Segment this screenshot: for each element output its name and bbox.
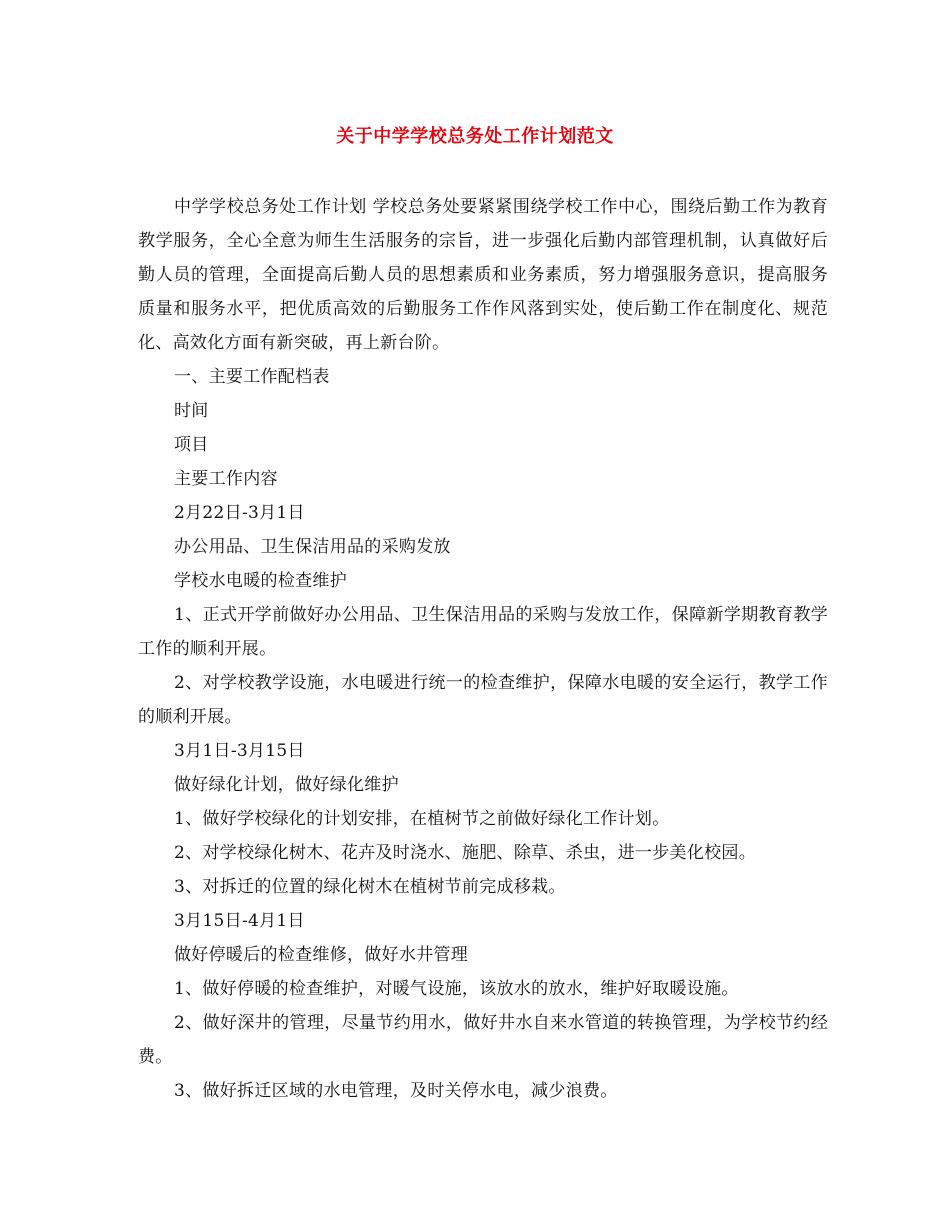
schedule-date: 3月1日-3月15日	[174, 741, 305, 761]
section-heading: 一、主要工作配档表	[174, 367, 330, 387]
schedule-item: 做好绿化计划，做好绿化维护	[174, 775, 399, 795]
document-body	[138, 190, 828, 1108]
document-title: 关于中学学校总务处工作计划范文	[336, 126, 614, 147]
intro-paragraph: 中学学校总务处工作计划 学校总务处要紧紧围绕学校工作中心，围绕后勤工作为教育教学服务，全心全意为师生生活服务的宗旨，进一步强化后勤内部管理机制，认真做好后勤人员的管理，全面提高后勤人员的思想素质和业务素质，努力增强服务意识，提高服务质量和服务水平，把优质高效的后勤服务工作作风落到实处，使后勤工作在制度化、规范化、高效化方面有新突破，再上新台阶。	[138, 197, 828, 353]
table-header-time: 时间	[174, 401, 209, 421]
schedule-task: 3、对拆迁的位置的绿化树木在植树节前完成移栽。	[174, 877, 566, 897]
table-header-content: 主要工作内容	[174, 469, 278, 489]
schedule-date: 3月15日-4月1日	[174, 911, 305, 931]
schedule-task: 2、对学校绿化树木、花卉及时浇水、施肥、除草、杀虫，进一步美化校园。	[174, 843, 757, 863]
schedule-task: 3、做好拆迁区域的水电管理，及时关停水电，减少浪费。	[174, 1081, 618, 1101]
schedule-item: 做好停暖后的检查维修，做好水井管理	[174, 945, 469, 965]
schedule-item: 学校水电暖的检查维护	[174, 571, 347, 591]
schedule-task: 2、对学校教学设施，水电暖进行统一的检查维护，保障水电暖的安全运行，教学工作的顺利开展。	[138, 673, 828, 727]
schedule-item: 办公用品、卫生保洁用品的采购发放	[174, 537, 451, 557]
schedule-task: 1、做好停暖的检查维护，对暖气设施，该放水的放水，维护好取暖设施。	[174, 979, 739, 999]
schedule-task: 1、正式开学前做好办公用品、卫生保洁用品的采购与发放工作，保障新学期教育教学工作的顺利开展。	[138, 605, 828, 659]
schedule-task: 2、做好深井的管理，尽量节约用水，做好井水自来水管道的转换管理，为学校节约经费。	[138, 1013, 828, 1067]
schedule-date: 2月22日-3月1日	[174, 503, 305, 523]
table-header-item: 项目	[174, 435, 209, 455]
schedule-task: 1、做好学校绿化的计划安排，在植树节之前做好绿化工作计划。	[174, 809, 670, 829]
